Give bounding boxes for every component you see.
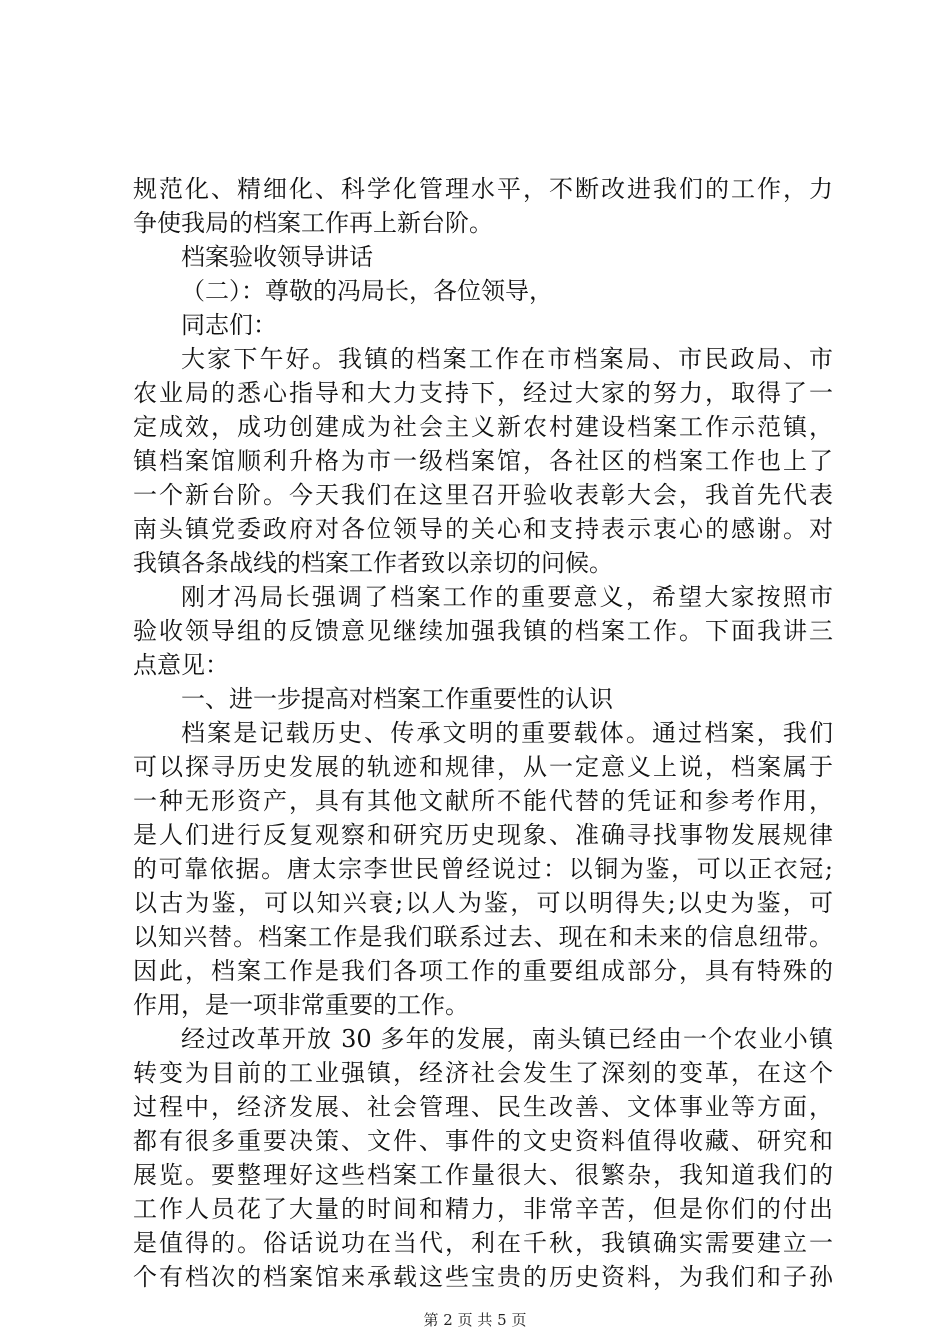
body-text-line: 验收领导组的反馈意见继续加强我镇的档案工作。下面我讲三 — [133, 617, 833, 645]
body-text-line: 一种无形资产，具有其他文献所不能代替的凭证和参考作用， — [133, 787, 833, 815]
body-text-line: 大家下午好。我镇的档案工作在市档案局、市民政局、市 — [181, 345, 833, 373]
salutation-line: （二）：尊敬的冯局长，各位领导， — [181, 277, 553, 305]
page-number-footer: 第 2 页 共 5 页 — [423, 1311, 527, 1329]
salutation-line: 同志们： — [181, 311, 277, 339]
body-text-line: 经过改革开放 30 多年的发展，南头镇已经由一个农业小镇 — [181, 1025, 833, 1053]
body-text-line: 作用，是一项非常重要的工作。 — [133, 991, 469, 1019]
body-text-line: 以古为鉴，可以知兴衰;以人为鉴，可以明得失;以史为鉴，可 — [133, 889, 833, 917]
body-text-line: 可以探寻历史发展的轨迹和规律，从一定意义上说，档案属于 — [133, 753, 833, 781]
body-text-line: 以知兴替。档案工作是我们联系过去、现在和未来的信息纽带。 — [133, 923, 833, 951]
section-title: 档案验收领导讲话 — [181, 243, 373, 271]
body-text-line: 我镇各条战线的档案工作者致以亲切的问候。 — [133, 549, 613, 577]
body-text-line: 农业局的悉心指导和大力支持下，经过大家的努力，取得了一 — [133, 379, 833, 407]
body-text-line: 都有很多重要决策、文件、事件的文史资料值得收藏、研究和 — [133, 1127, 833, 1155]
body-text-line: 争使我局的档案工作再上新台阶。 — [133, 209, 493, 237]
body-text-line: 定成效，成功创建成为社会主义新农村建设档案工作示范镇， — [133, 413, 833, 441]
body-text-line: 一个新台阶。今天我们在这里召开验收表彰大会，我首先代表 — [133, 481, 833, 509]
body-text-line: 镇档案馆顺利升格为市一级档案馆，各社区的档案工作也上了 — [133, 447, 833, 475]
body-text-line: 是值得的。俗话说功在当代，利在千秋，我镇确实需要建立一 — [133, 1229, 833, 1257]
body-text-line: 南头镇党委政府对各位领导的关心和支持表示衷心的感谢。对 — [133, 515, 833, 543]
body-text-line: 转变为目前的工业强镇，经济社会发生了深刻的变革，在这个 — [133, 1059, 833, 1087]
body-text-line: 点意见： — [133, 651, 229, 679]
body-text-line: 档案是记载历史、传承文明的重要载体。通过档案，我们 — [181, 719, 833, 747]
body-text-line: 展览。要整理好这些档案工作量很大、很繁杂，我知道我们的 — [133, 1161, 833, 1189]
body-text-line: 规范化、精细化、科学化管理水平，不断改进我们的工作，力 — [133, 175, 833, 203]
body-text-line: 个有档次的档案馆来承载这些宝贵的历史资料，为我们和子孙 — [133, 1263, 833, 1291]
body-text-line: 工作人员花了大量的时间和精力，非常辛苦，但是你们的付出 — [133, 1195, 833, 1223]
body-text-line: 的可靠依据。唐太宗李世民曾经说过：以铜为鉴，可以正衣冠; — [133, 855, 833, 883]
body-text-line: 因此，档案工作是我们各项工作的重要组成部分，具有特殊的 — [133, 957, 833, 985]
body-text-line: 刚才冯局长强调了档案工作的重要意义，希望大家按照市 — [181, 583, 833, 611]
section-heading: 一、进一步提高对档案工作重要性的认识 — [181, 685, 613, 713]
body-text-line: 过程中，经济发展、社会管理、民生改善、文体事业等方面， — [133, 1093, 833, 1121]
body-text-line: 是人们进行反复观察和研究历史现象、准确寻找事物发展规律 — [133, 821, 833, 849]
